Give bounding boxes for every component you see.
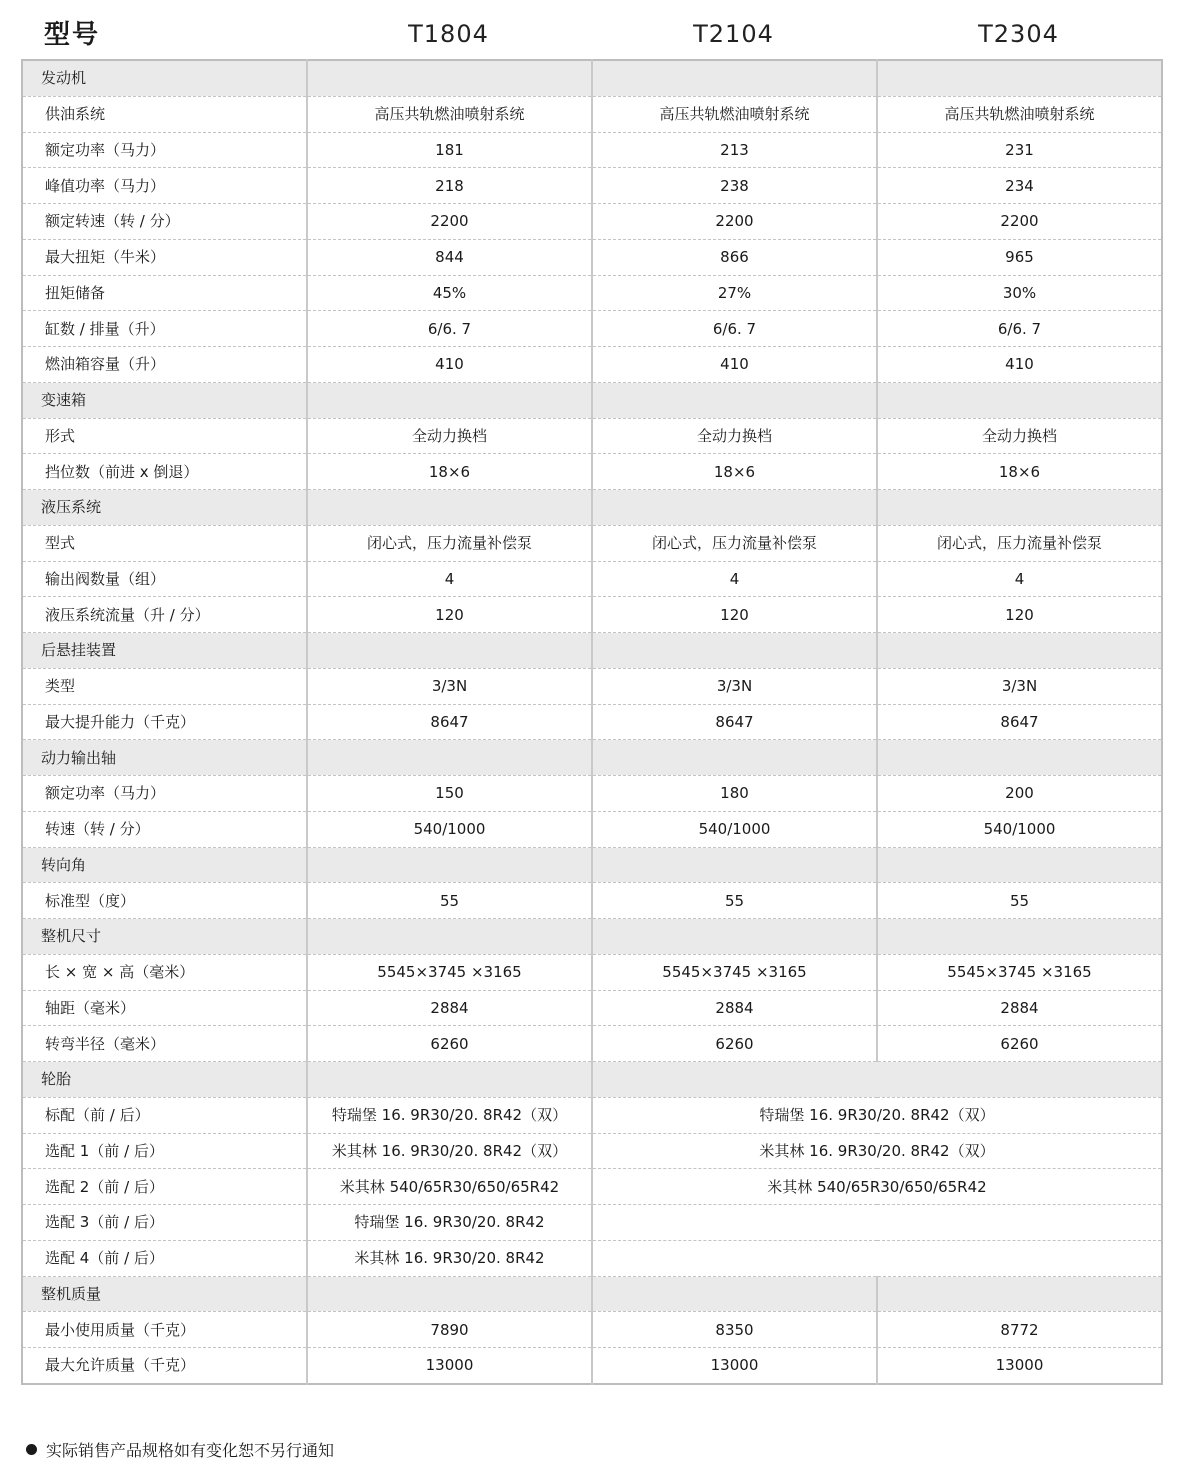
model-name-t2104: T2104 <box>693 20 774 48</box>
section-spacer-cell <box>592 1276 877 1312</box>
section-spacer-cell <box>877 1276 1162 1312</box>
spec-value: 2884 <box>592 990 877 1026</box>
spec-value: 27% <box>592 275 877 311</box>
spec-table <box>21 59 1163 1385</box>
spec-value: 2884 <box>877 990 1162 1026</box>
spec-value: 8647 <box>877 704 1162 740</box>
table-row <box>22 1097 1162 1133</box>
spec-label: 标配（前 / 后） <box>22 1097 307 1133</box>
spec-label: 转速（转 / 分） <box>22 811 307 847</box>
spec-value: 218 <box>307 168 592 204</box>
spec-value: 181 <box>307 132 592 168</box>
section-spacer-cell <box>307 740 592 776</box>
model-name-t1804: T1804 <box>408 20 489 48</box>
table-row <box>22 1205 1162 1241</box>
spec-value: 18×6 <box>592 454 877 490</box>
spec-label: 转弯半径（毫米） <box>22 1026 307 1062</box>
section-spacer-cell <box>307 60 592 96</box>
spec-label: 最大扭矩（牛米） <box>22 239 307 275</box>
spec-label: 液压系统流量（升 / 分） <box>22 597 307 633</box>
table-row <box>22 1133 1162 1169</box>
section-spacer-cell <box>877 382 1162 418</box>
section-spacer-cell <box>592 919 877 955</box>
section-title: 整机尺寸 <box>22 919 307 955</box>
spec-value: 全动力换档 <box>307 418 592 454</box>
table-row <box>22 883 1162 919</box>
spec-value: 18×6 <box>877 454 1162 490</box>
section-spacer-cell <box>592 60 877 96</box>
section-spacer-cell <box>877 490 1162 526</box>
spec-label: 形式 <box>22 418 307 454</box>
section-title: 变速箱 <box>22 382 307 418</box>
spec-value: 55 <box>592 883 877 919</box>
spec-value: 2200 <box>307 204 592 240</box>
spec-value-merged: 米其林 16. 9R30/20. 8R42（双） <box>592 1133 1162 1169</box>
spec-value: 6260 <box>592 1026 877 1062</box>
spec-label: 扭矩储备 <box>22 275 307 311</box>
section-header-row <box>22 382 1162 418</box>
spec-label: 类型 <box>22 668 307 704</box>
section-spacer-cell <box>592 1062 1162 1098</box>
spec-value: 410 <box>592 347 877 383</box>
spec-value: 45% <box>307 275 592 311</box>
spec-value: 844 <box>307 239 592 275</box>
spec-value: 55 <box>307 883 592 919</box>
table-row <box>22 1169 1162 1205</box>
section-header-row <box>22 633 1162 669</box>
table-row <box>22 239 1162 275</box>
spec-value: 8772 <box>877 1312 1162 1348</box>
spec-value: 2200 <box>877 204 1162 240</box>
spec-value: 8350 <box>592 1312 877 1348</box>
spec-value: 闭心式，压力流量补偿泵 <box>592 525 877 561</box>
spec-label: 燃油箱容量（升） <box>22 347 307 383</box>
spec-value: 410 <box>877 347 1162 383</box>
section-spacer-cell <box>877 60 1162 96</box>
section-header-row <box>22 490 1162 526</box>
spec-value: 特瑞堡 16. 9R30/20. 8R42（双） <box>307 1097 592 1133</box>
spec-label: 挡位数（前进 x 倒退） <box>22 454 307 490</box>
spec-value: 米其林 540/65R30/650/65R42 <box>307 1169 592 1205</box>
spec-value: 8647 <box>307 704 592 740</box>
footnote-text: 实际销售产品规格如有变化恕不另行通知 <box>46 1441 335 1460</box>
spec-value-merged <box>592 1205 1162 1241</box>
table-row <box>22 347 1162 383</box>
table-row <box>22 1240 1162 1276</box>
spec-value-merged: 米其林 540/65R30/650/65R42 <box>592 1169 1162 1205</box>
spec-label: 峰值功率（马力） <box>22 168 307 204</box>
section-title: 液压系统 <box>22 490 307 526</box>
spec-value: 200 <box>877 776 1162 812</box>
spec-value: 238 <box>592 168 877 204</box>
spec-label: 输出阀数量（组） <box>22 561 307 597</box>
spec-value: 120 <box>877 597 1162 633</box>
spec-value: 闭心式，压力流量补偿泵 <box>307 525 592 561</box>
table-row <box>22 1348 1162 1384</box>
spec-value: 120 <box>592 597 877 633</box>
section-title: 轮胎 <box>22 1062 307 1098</box>
table-row <box>22 525 1162 561</box>
spec-label: 长 × 宽 × 高（毫米） <box>22 954 307 990</box>
section-spacer-cell <box>592 740 877 776</box>
spec-value: 410 <box>307 347 592 383</box>
spec-value: 2200 <box>592 204 877 240</box>
spec-label: 供油系统 <box>22 96 307 132</box>
spec-label: 选配 2（前 / 后） <box>22 1169 307 1205</box>
section-spacer-cell <box>877 740 1162 776</box>
spec-value: 540/1000 <box>592 811 877 847</box>
spec-value: 3/3N <box>307 668 592 704</box>
spec-label: 额定功率（马力） <box>22 776 307 812</box>
table-row <box>22 704 1162 740</box>
spec-label: 选配 4（前 / 后） <box>22 1240 307 1276</box>
table-header <box>0 0 1180 58</box>
table-row <box>22 168 1162 204</box>
section-title: 发动机 <box>22 60 307 96</box>
spec-value: 6/6. 7 <box>592 311 877 347</box>
spec-value: 30% <box>877 275 1162 311</box>
spec-value: 全动力换档 <box>592 418 877 454</box>
spec-label: 额定转速（转 / 分） <box>22 204 307 240</box>
footnote <box>26 1438 334 1461</box>
spec-value: 3/3N <box>877 668 1162 704</box>
spec-value: 5545×3745 ×3165 <box>307 954 592 990</box>
spec-value: 234 <box>877 168 1162 204</box>
spec-label: 最小使用质量（千克） <box>22 1312 307 1348</box>
section-title: 整机质量 <box>22 1276 307 1312</box>
spec-value: 8647 <box>592 704 877 740</box>
spec-value: 5545×3745 ×3165 <box>592 954 877 990</box>
section-header-row <box>22 60 1162 96</box>
spec-value: 闭心式，压力流量补偿泵 <box>877 525 1162 561</box>
spec-value: 2884 <box>307 990 592 1026</box>
spec-value: 高压共轨燃油喷射系统 <box>307 96 592 132</box>
spec-value: 4 <box>877 561 1162 597</box>
spec-value: 965 <box>877 239 1162 275</box>
table-row <box>22 1026 1162 1062</box>
spec-value: 3/3N <box>592 668 877 704</box>
spec-value: 231 <box>877 132 1162 168</box>
spec-label: 轴距（毫米） <box>22 990 307 1026</box>
spec-label: 额定功率（马力） <box>22 132 307 168</box>
spec-value: 高压共轨燃油喷射系统 <box>592 96 877 132</box>
table-row <box>22 668 1162 704</box>
spec-label: 选配 3（前 / 后） <box>22 1205 307 1241</box>
section-spacer-cell <box>592 490 877 526</box>
spec-value: 213 <box>592 132 877 168</box>
spec-value: 全动力换档 <box>877 418 1162 454</box>
spec-value: 特瑞堡 16. 9R30/20. 8R42 <box>307 1205 592 1241</box>
spec-value: 13000 <box>307 1348 592 1384</box>
table-row <box>22 311 1162 347</box>
spec-label: 最大允许质量（千克） <box>22 1348 307 1384</box>
spec-value: 120 <box>307 597 592 633</box>
spec-value: 米其林 16. 9R30/20. 8R42 <box>307 1240 592 1276</box>
spec-value: 高压共轨燃油喷射系统 <box>877 96 1162 132</box>
table-row <box>22 132 1162 168</box>
section-spacer-cell <box>307 633 592 669</box>
section-header-row <box>22 919 1162 955</box>
spec-value: 4 <box>592 561 877 597</box>
spec-value: 18×6 <box>307 454 592 490</box>
spec-value: 米其林 16. 9R30/20. 8R42（双） <box>307 1133 592 1169</box>
section-title: 转向角 <box>22 847 307 883</box>
spec-value: 6/6. 7 <box>307 311 592 347</box>
spec-value: 180 <box>592 776 877 812</box>
spec-label: 缸数 / 排量（升） <box>22 311 307 347</box>
section-title: 动力输出轴 <box>22 740 307 776</box>
spec-value-merged: 特瑞堡 16. 9R30/20. 8R42（双） <box>592 1097 1162 1133</box>
section-header-row <box>22 847 1162 883</box>
section-spacer-cell <box>307 382 592 418</box>
table-row <box>22 204 1162 240</box>
spec-value: 6260 <box>877 1026 1162 1062</box>
spec-label: 最大提升能力（千克） <box>22 704 307 740</box>
section-spacer-cell <box>877 847 1162 883</box>
spec-value: 540/1000 <box>877 811 1162 847</box>
spec-value: 55 <box>877 883 1162 919</box>
spec-label: 选配 1（前 / 后） <box>22 1133 307 1169</box>
spec-value: 540/1000 <box>307 811 592 847</box>
table-row <box>22 275 1162 311</box>
section-spacer-cell <box>307 919 592 955</box>
section-spacer-cell <box>307 1276 592 1312</box>
spec-value: 4 <box>307 561 592 597</box>
section-spacer-cell <box>592 847 877 883</box>
spec-value: 13000 <box>877 1348 1162 1384</box>
spec-value-merged <box>592 1240 1162 1276</box>
section-header-row <box>22 1062 1162 1098</box>
table-row <box>22 1312 1162 1348</box>
spec-value: 7890 <box>307 1312 592 1348</box>
bullet-icon <box>26 1444 37 1455</box>
section-spacer-cell <box>877 633 1162 669</box>
section-spacer-cell <box>592 633 877 669</box>
table-row <box>22 96 1162 132</box>
model-name-t2304: T2304 <box>978 20 1059 48</box>
section-title: 后悬挂装置 <box>22 633 307 669</box>
table-row <box>22 954 1162 990</box>
section-spacer-cell <box>592 382 877 418</box>
spec-value: 13000 <box>592 1348 877 1384</box>
section-spacer-cell <box>877 919 1162 955</box>
section-header-row <box>22 740 1162 776</box>
table-row <box>22 811 1162 847</box>
model-heading: 型号 <box>44 20 101 50</box>
spec-value: 6/6. 7 <box>877 311 1162 347</box>
table-row <box>22 597 1162 633</box>
section-spacer-cell <box>307 847 592 883</box>
section-spacer-cell <box>307 1062 592 1098</box>
table-row <box>22 561 1162 597</box>
spec-value: 150 <box>307 776 592 812</box>
table-row <box>22 418 1162 454</box>
spec-value: 6260 <box>307 1026 592 1062</box>
table-row <box>22 776 1162 812</box>
spec-value: 866 <box>592 239 877 275</box>
spec-label: 标准型（度） <box>22 883 307 919</box>
table-row <box>22 454 1162 490</box>
section-spacer-cell <box>307 490 592 526</box>
spec-label: 型式 <box>22 525 307 561</box>
table-row <box>22 990 1162 1026</box>
spec-value: 5545×3745 ×3165 <box>877 954 1162 990</box>
section-header-row <box>22 1276 1162 1312</box>
